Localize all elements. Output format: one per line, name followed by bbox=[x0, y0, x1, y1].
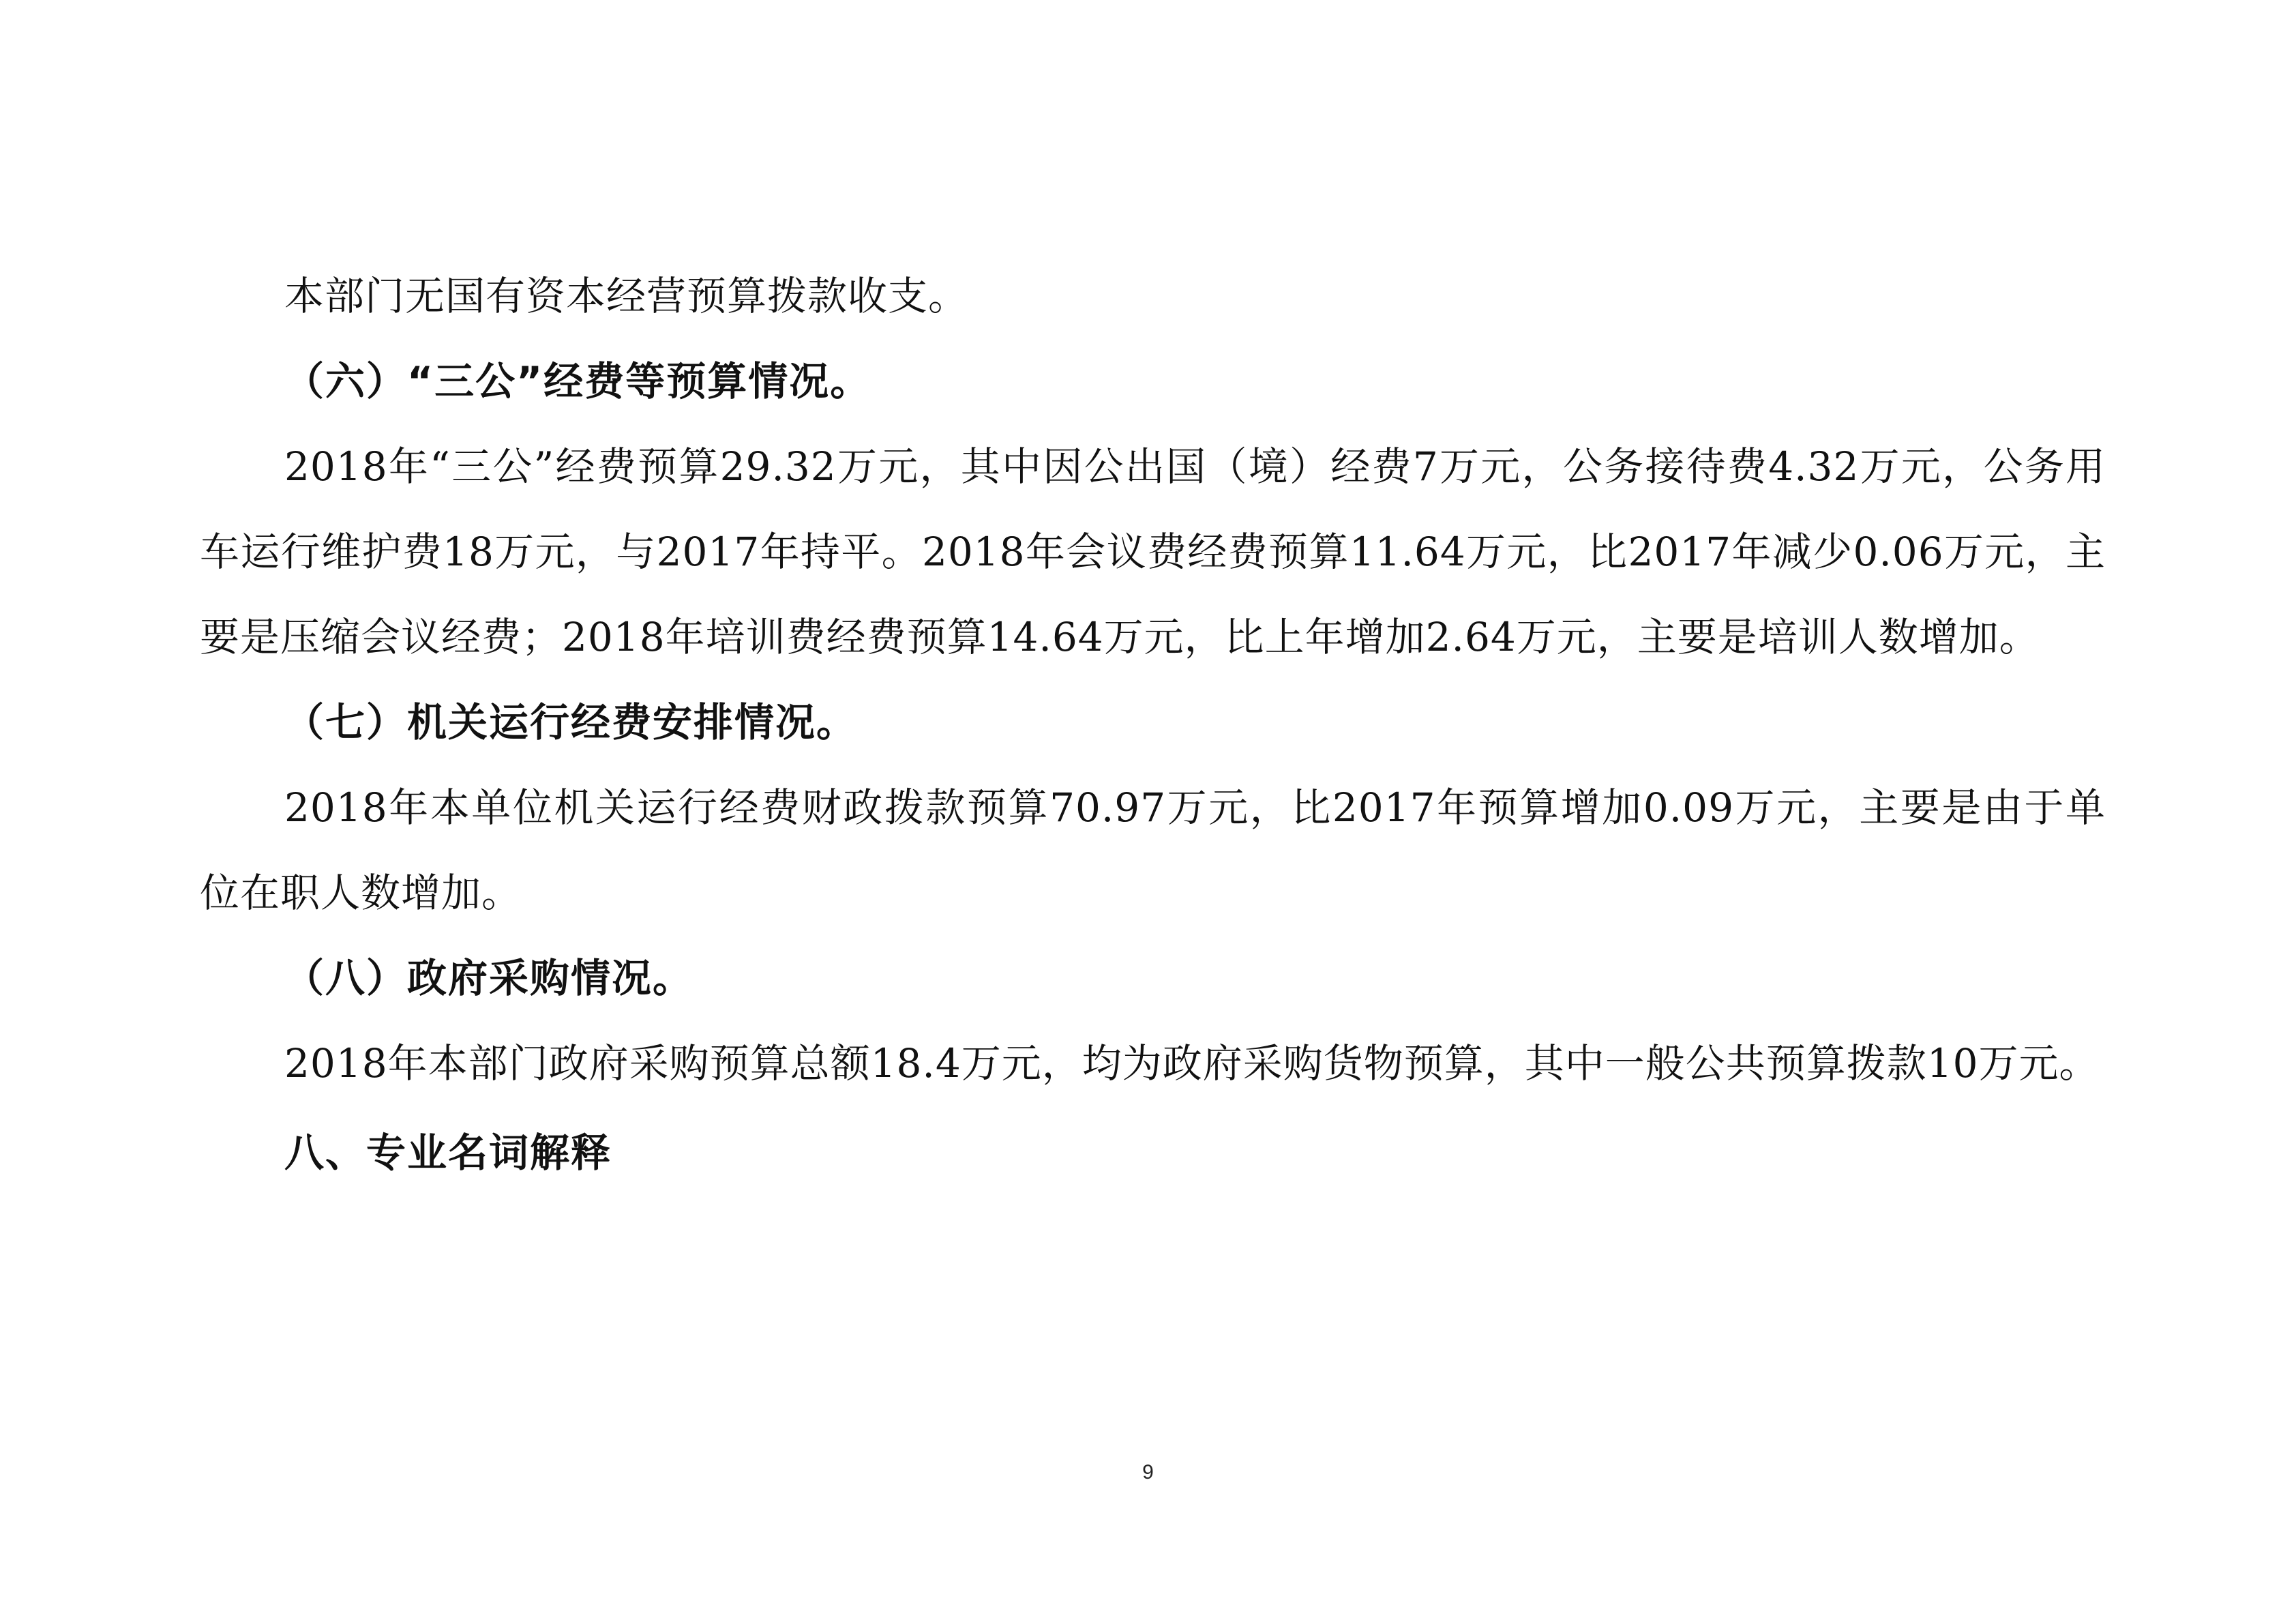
paragraph-three-public-expenses: 2018年“三公”经费预算29.32万元，其中因公出国（境）经费7万元，公务接待费4.32万元，公务用车运行维护费18万元，与2017年持平。2018年会议费经费预算11.64万元，比2017年减少0.06万元，主要是压缩会议经费；2018年培训费经费预算14.64万元，比上年增加2.64万元，主要是培训人数增加。 bbox=[200, 443, 2106, 660]
heading-government-procurement: （八）政府采购情况。 bbox=[284, 955, 694, 1001]
paragraph-capital-budget: 本部门无国有资本经营预算拨款收支。 bbox=[284, 273, 969, 319]
heading-three-public-expenses: （六）“三公”经费等预算情况。 bbox=[284, 358, 871, 404]
heading-terminology: 八、专业名词解释 bbox=[284, 1130, 612, 1176]
heading-operating-expenses: （七）机关运行经费安排情况。 bbox=[284, 699, 858, 745]
document-body bbox=[200, 254, 2106, 1196]
page-number: 9 bbox=[1142, 1461, 1154, 1483]
paragraph-operating-expenses: 2018年本单位机关运行经费财政拨款预算70.97万元，比2017年预算增加0.09万元，主要是由于单位在职人数增加。 bbox=[200, 784, 2106, 916]
paragraph-government-procurement: 2018年本部门政府采购预算总额18.4万元，均为政府采购货物预算，其中一般公共预算拨款10万元。 bbox=[284, 1040, 2100, 1087]
